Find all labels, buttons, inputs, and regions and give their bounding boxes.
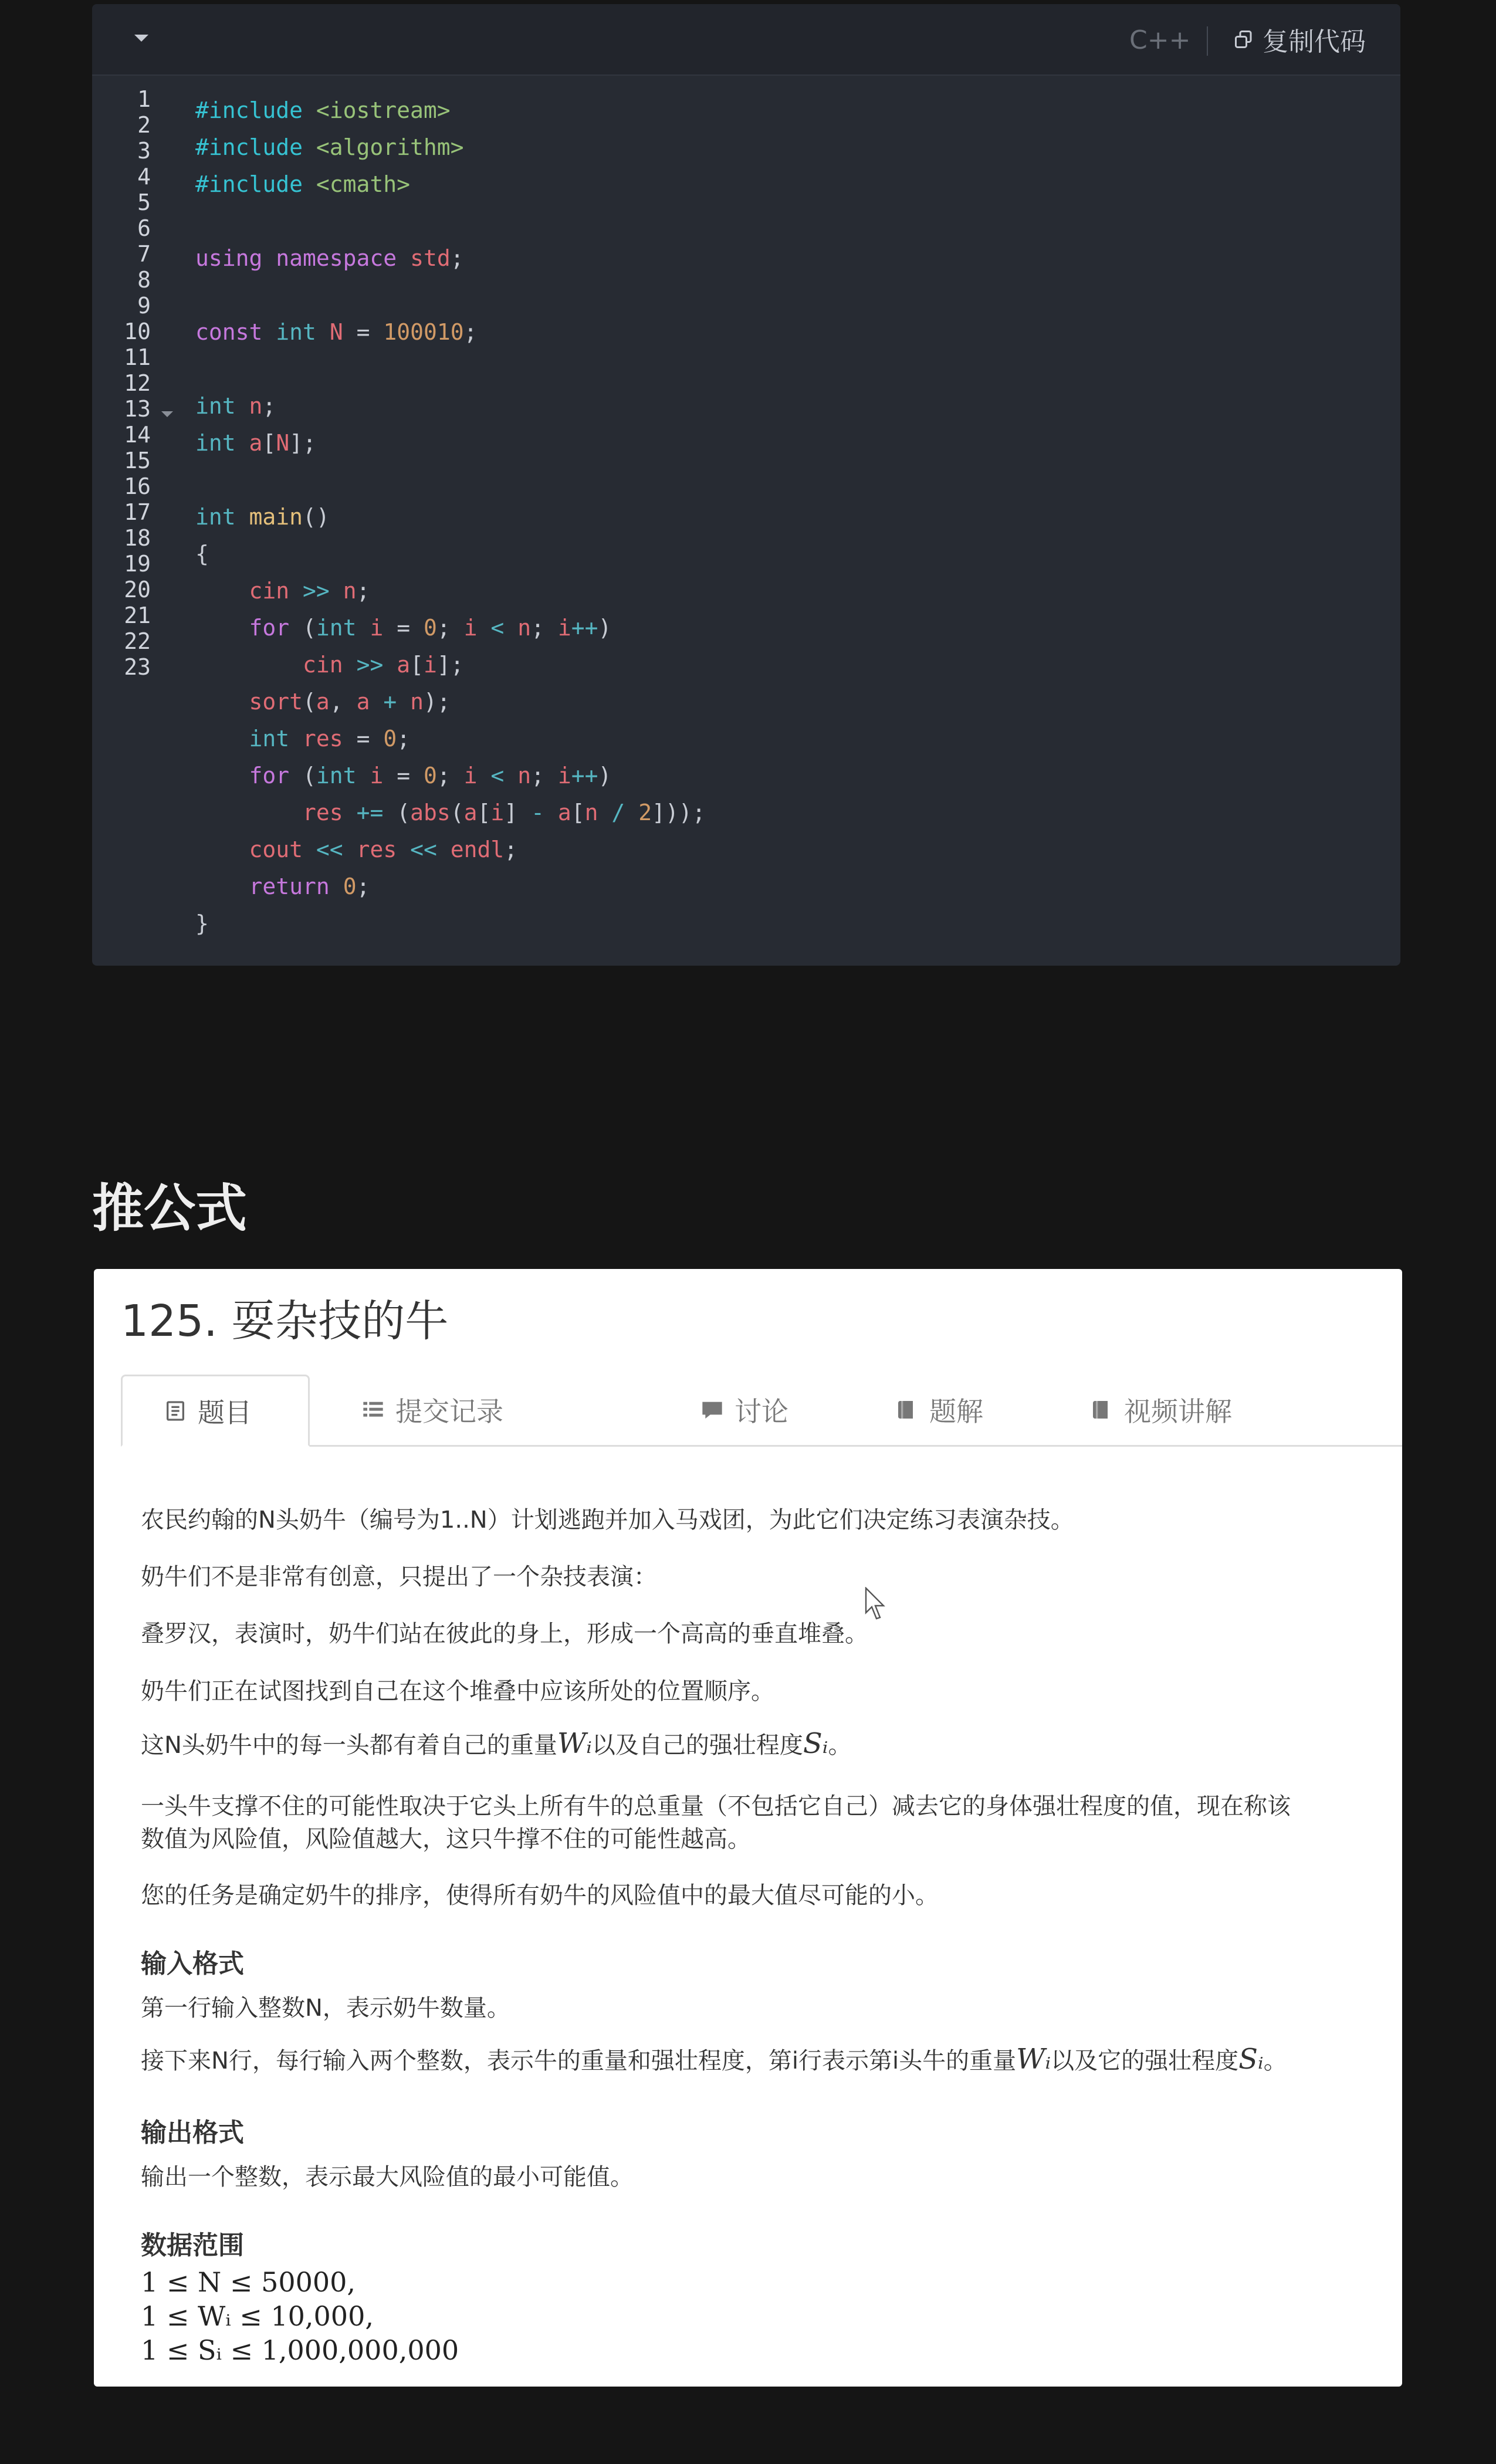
- math-s-i: Sᵢ: [1238, 2043, 1264, 2076]
- code-token: =: [343, 726, 384, 752]
- code-token: =: [383, 615, 424, 641]
- code-line: [195, 647, 706, 683]
- code-token: ];: [436, 652, 464, 678]
- code-token: [544, 800, 558, 825]
- header-divider: [1207, 26, 1208, 56]
- code-line: [195, 203, 706, 240]
- code-token: [236, 393, 249, 419]
- code-line: [195, 277, 706, 314]
- line-number: 5: [137, 189, 151, 215]
- problem-tabs: [121, 1375, 1402, 1447]
- code-token: int: [195, 430, 236, 456]
- code-token: #include: [195, 134, 316, 160]
- code-token: (: [289, 615, 316, 641]
- code-token: res: [356, 837, 397, 862]
- code-line: [195, 314, 706, 351]
- code-token: [598, 800, 612, 825]
- code-token: 100010: [383, 319, 464, 345]
- code-block: [92, 4, 1400, 966]
- code-language-label: C++: [1129, 25, 1191, 55]
- code-token: ]: [504, 800, 532, 825]
- code-token: [236, 504, 249, 530]
- code-token: [504, 763, 517, 788]
- code-line: [195, 240, 706, 277]
- code-line: [195, 757, 706, 794]
- code-token: a: [356, 689, 370, 715]
- code-line: [195, 683, 706, 720]
- code-token: [195, 689, 249, 715]
- code-token: i: [463, 763, 478, 788]
- code-token: int: [249, 726, 290, 752]
- code-token: (): [303, 504, 330, 530]
- data-range-heading: 数据范围: [141, 2231, 244, 2260]
- copy-icon: [1233, 29, 1254, 50]
- code-line: [195, 462, 706, 499]
- line-number: 8: [137, 267, 151, 293]
- code-token: int: [316, 615, 357, 641]
- code-token: int: [276, 319, 316, 345]
- code-token: ;: [262, 393, 276, 419]
- code-token: a: [397, 652, 411, 678]
- code-token: return: [249, 874, 330, 899]
- code-token: a: [316, 689, 330, 715]
- math-w-i: Wᵢ: [1016, 2043, 1051, 2076]
- code-token: 2: [638, 800, 652, 825]
- code-token: namespace: [276, 245, 397, 271]
- code-token: cin: [303, 652, 343, 678]
- code-token: -: [531, 800, 544, 825]
- code-token: [343, 652, 357, 678]
- code-token: >>: [356, 652, 384, 678]
- code-token: [: [571, 800, 585, 825]
- code-token: #include: [195, 171, 316, 197]
- code-token: [316, 319, 330, 345]
- list-icon: [361, 1398, 385, 1421]
- code-content: [195, 92, 706, 942]
- code-token: [397, 245, 410, 271]
- line-number: 18: [124, 525, 151, 551]
- code-token: n: [249, 393, 263, 419]
- code-token: i: [557, 763, 571, 788]
- code-token: [289, 578, 303, 604]
- tab-label: 题解: [929, 1396, 983, 1427]
- code-line: [195, 831, 706, 868]
- output-format-text: 输出一个整数，表示最大风险值的最小可能值。: [141, 2164, 634, 2191]
- line-number: 9: [137, 293, 151, 319]
- section-heading: 推公式: [92, 1178, 248, 1238]
- code-token: ;: [504, 837, 518, 862]
- code-line: [195, 573, 706, 610]
- code-token: a: [463, 800, 478, 825]
- code-token: ): [598, 763, 612, 788]
- problem-paragraph: 叠罗汉，表演时，奶牛们站在彼此的身上，形成一个高高的垂直堆叠。: [141, 1620, 868, 1647]
- code-line: [195, 92, 706, 129]
- code-token: [397, 837, 410, 862]
- mouse-cursor-icon: [865, 1587, 888, 1622]
- problem-paragraph: 农民约翰的N头奶牛（编号为1..N）计划逃跑并加入马戏团，为此它们决定练习表演杂技。: [141, 1507, 1074, 1534]
- code-token: [262, 319, 276, 345]
- code-token: int: [316, 763, 357, 788]
- text-span: 这N头奶牛中的每一头都有着自己的重量: [141, 1732, 557, 1759]
- code-line: [195, 905, 706, 942]
- code-token: [303, 837, 316, 862]
- copy-code-button[interactable]: [1233, 22, 1366, 57]
- code-token: [236, 430, 249, 456]
- tab-label: 视频讲解: [1124, 1396, 1232, 1427]
- code-token: abs: [410, 800, 451, 825]
- code-line: [195, 129, 706, 166]
- line-number-gutter: [92, 86, 151, 680]
- line-number: 12: [124, 370, 151, 396]
- code-token: for: [249, 615, 290, 641]
- code-block-header: [92, 4, 1400, 76]
- code-token: [383, 652, 397, 678]
- code-token: /: [611, 800, 625, 825]
- code-token: ++: [571, 763, 598, 788]
- code-token: cin: [249, 578, 290, 604]
- code-token: [195, 837, 249, 862]
- code-token: ): [598, 615, 612, 641]
- code-line: [195, 425, 706, 462]
- output-format-heading: 输出格式: [141, 2118, 244, 2148]
- code-token: [357, 615, 370, 641]
- code-line: [195, 720, 706, 757]
- code-token: i: [557, 615, 571, 641]
- code-token: std: [410, 245, 451, 271]
- line-number: 4: [137, 164, 151, 189]
- code-token: [195, 726, 249, 752]
- code-token: [625, 800, 638, 825]
- tab-problem[interactable]: [121, 1375, 310, 1447]
- code-token: endl: [450, 837, 505, 862]
- code-line: [195, 388, 706, 425]
- text-span: 。: [1263, 2047, 1287, 2074]
- code-line: [195, 351, 706, 388]
- line-number: 22: [124, 628, 151, 654]
- code-token: <iostream>: [316, 97, 451, 123]
- code-token: [: [262, 430, 276, 456]
- problem-screenshot: [94, 1269, 1402, 2387]
- code-token: sort: [249, 689, 303, 715]
- comment-icon: [700, 1398, 724, 1421]
- code-token: [: [477, 800, 491, 825]
- code-token: [330, 578, 343, 604]
- book-icon: [895, 1398, 919, 1421]
- code-token: ;: [463, 319, 478, 345]
- code-token: [195, 874, 249, 899]
- code-token: res: [303, 726, 343, 752]
- problem-paragraph: 一头牛支撑不住的可能性取决于它头上所有牛的总重量（不包括它自己）减去它的身体强壮程度的值，现在称该: [141, 1793, 1291, 1820]
- code-token: <cmath>: [316, 171, 411, 197]
- code-token: n: [343, 578, 357, 604]
- problem-paragraph: 奶牛们正在试图找到自己在这个堆叠中应该所处的位置顺序。: [141, 1678, 774, 1705]
- code-token: 0: [343, 874, 357, 899]
- line-number: 21: [124, 603, 151, 628]
- data-range-line: 1 ≤ Wᵢ ≤ 10,000,: [141, 2300, 374, 2332]
- collapse-caret-icon[interactable]: [134, 35, 148, 42]
- code-token: i: [370, 615, 384, 641]
- line-number: 13: [124, 396, 151, 422]
- line-number: 2: [137, 112, 151, 138]
- line-number: 10: [124, 319, 151, 344]
- code-token: =: [383, 763, 424, 788]
- code-line: [195, 794, 706, 831]
- problem-paragraph: [141, 1727, 851, 1760]
- code-token: ;: [356, 874, 370, 899]
- text-span: 。: [828, 1732, 852, 1759]
- code-token: [343, 800, 357, 825]
- code-token: >>: [303, 578, 330, 604]
- code-token: [195, 615, 249, 641]
- code-token: i: [490, 800, 505, 825]
- code-token: (: [303, 689, 316, 715]
- code-token: {: [195, 541, 209, 567]
- code-token: [343, 837, 357, 862]
- code-token: <: [490, 763, 505, 788]
- tab-discussion[interactable]: [700, 1375, 788, 1445]
- code-token: ];: [289, 430, 316, 456]
- tab-label: 提交记录: [395, 1396, 503, 1427]
- line-number: 17: [124, 499, 151, 525]
- code-token: ;: [450, 245, 464, 271]
- code-token: using: [195, 245, 263, 271]
- code-token: ;: [356, 578, 370, 604]
- line-number: 20: [124, 577, 151, 603]
- code-token: 0: [423, 763, 437, 788]
- code-token: (: [289, 763, 316, 788]
- code-token: 0: [383, 726, 397, 752]
- fold-caret-icon[interactable]: [161, 411, 173, 417]
- code-token: [370, 689, 383, 715]
- code-token: (: [450, 800, 464, 825]
- input-format-text: [141, 2042, 1287, 2076]
- code-token: n: [517, 763, 532, 788]
- code-token: [397, 689, 410, 715]
- code-line: [195, 868, 706, 905]
- code-token: a: [557, 800, 571, 825]
- tab-video[interactable]: [1090, 1375, 1232, 1445]
- code-token: +: [383, 689, 397, 715]
- code-token: i: [424, 652, 437, 678]
- code-token: [357, 763, 370, 788]
- problem-paragraph: 您的任务是确定奶牛的排序，使得所有奶牛的风险值中的最大值尽可能的小。: [141, 1882, 939, 1909]
- code-line: [195, 610, 706, 647]
- tab-label: 题目: [198, 1396, 252, 1429]
- line-number: 7: [137, 241, 151, 267]
- code-token: n: [410, 689, 424, 715]
- text-span: 以及自己的强壮程度: [591, 1732, 803, 1759]
- line-number: 1: [137, 86, 151, 112]
- code-token: +=: [356, 800, 384, 825]
- data-range-line: 1 ≤ Sᵢ ≤ 1,000,000,000: [141, 2334, 459, 2366]
- line-number: 3: [137, 138, 151, 164]
- code-token: ;: [397, 726, 411, 752]
- line-number: 19: [124, 551, 151, 577]
- code-token: [: [410, 652, 424, 678]
- line-number: 11: [124, 344, 151, 370]
- code-token: (: [383, 800, 411, 825]
- code-token: 0: [423, 615, 437, 641]
- code-token: [289, 726, 303, 752]
- code-token: <<: [410, 837, 437, 862]
- code-token: i: [463, 615, 478, 641]
- code-token: [437, 837, 451, 862]
- code-token: ;: [436, 615, 464, 641]
- code-token: ]));: [652, 800, 706, 825]
- code-token: ,: [329, 689, 357, 715]
- code-token: <<: [316, 837, 343, 862]
- code-token: int: [195, 504, 236, 530]
- code-token: [478, 763, 491, 788]
- tab-submissions[interactable]: [361, 1375, 503, 1445]
- code-token: ;: [531, 763, 558, 788]
- code-token: <: [490, 615, 505, 641]
- code-token: [195, 800, 303, 825]
- code-token: );: [424, 689, 451, 715]
- code-line: [195, 166, 706, 203]
- problem-paragraph: 奶牛们不是非常有创意，只提出了一个杂技表演：: [141, 1563, 657, 1590]
- problem-title: 125. 耍杂技的牛: [121, 1296, 449, 1346]
- line-number: 6: [137, 215, 151, 241]
- input-format-text: 第一行输入整数N，表示奶牛数量。: [141, 1995, 510, 2022]
- problem-paragraph: 数值为风险值，风险值越大，这只牛撑不住的可能性越高。: [141, 1826, 751, 1853]
- book-icon: [1090, 1398, 1113, 1421]
- data-range-line: 1 ≤ N ≤ 50000,: [141, 2266, 356, 2298]
- code-token: =: [343, 319, 384, 345]
- code-token: cout: [249, 837, 303, 862]
- code-token: [195, 578, 249, 604]
- code-token: ;: [531, 615, 558, 641]
- code-token: main: [249, 504, 303, 530]
- code-token: ++: [571, 615, 598, 641]
- math-s-i: Sᵢ: [803, 1727, 828, 1760]
- code-line: [195, 499, 706, 536]
- code-token: [262, 245, 276, 271]
- tab-label: 讨论: [735, 1396, 788, 1427]
- code-token: res: [303, 800, 343, 825]
- text-span: 以及它的强壮程度: [1051, 2047, 1239, 2074]
- code-token: int: [195, 393, 236, 419]
- code-token: [195, 763, 249, 788]
- code-token: i: [370, 763, 384, 788]
- line-number: 23: [124, 654, 151, 680]
- code-token: n: [584, 800, 598, 825]
- code-token: }: [195, 911, 209, 936]
- text-span: 接下来N行，每行输入两个整数，表示牛的重量和强壮程度，第i行表示第i头牛的重量: [141, 2047, 1017, 2074]
- document-icon: [164, 1399, 187, 1423]
- copy-code-label: 复制代码: [1263, 27, 1366, 57]
- code-token: N: [276, 430, 290, 456]
- input-format-heading: 输入格式: [141, 1949, 244, 1979]
- code-token: <algorithm>: [316, 134, 464, 160]
- code-line: [195, 536, 706, 573]
- code-token: for: [249, 763, 290, 788]
- math-w-i: Wᵢ: [557, 1727, 592, 1760]
- code-token: a: [249, 430, 263, 456]
- line-number: 14: [124, 422, 151, 448]
- code-token: [504, 615, 517, 641]
- line-number: 15: [124, 448, 151, 473]
- code-token: [195, 652, 303, 678]
- code-token: [330, 874, 343, 899]
- code-token: const: [195, 319, 263, 345]
- code-token: ;: [436, 763, 464, 788]
- line-number: 16: [124, 473, 151, 499]
- code-token: N: [329, 319, 343, 345]
- code-token: #include: [195, 97, 316, 123]
- tab-solutions[interactable]: [895, 1375, 983, 1445]
- code-token: n: [517, 615, 532, 641]
- code-token: [478, 615, 491, 641]
